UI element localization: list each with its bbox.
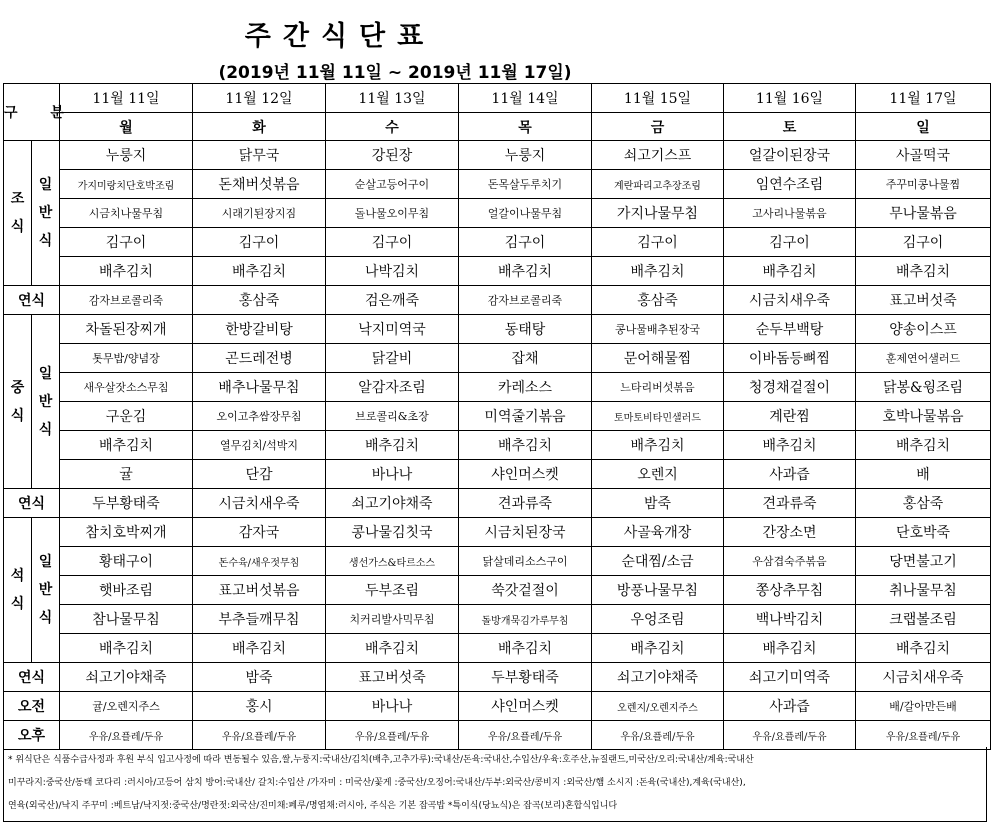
meal-label-lunch: 중식 — [4, 315, 32, 489]
menu-item: 호박나물볶음 — [856, 402, 991, 431]
header-date: 11월 14일 — [459, 84, 592, 113]
header-date: 11월 15일 — [592, 84, 724, 113]
menu-item: 표고버섯볶음 — [193, 576, 326, 605]
menu-item: 감자국 — [193, 518, 326, 547]
menu-item: 주꾸미콩나물찜 — [856, 170, 991, 199]
menu-item: 크랩볼조림 — [856, 605, 991, 634]
menu-item: 닭살데리소스구이 — [459, 547, 592, 576]
menu-item: 김구이 — [592, 228, 724, 257]
snack-item: 오렌지/오렌지주스 — [592, 692, 724, 721]
menu-item: 단감 — [193, 460, 326, 489]
menu-item: 우엉조림 — [592, 605, 724, 634]
menu-item: 누룽지 — [60, 141, 193, 170]
menu-item: 한방갈비탕 — [193, 315, 326, 344]
snack-item: 우유/요플레/두유 — [856, 721, 991, 750]
soft-menu-item: 표고버섯죽 — [326, 663, 459, 692]
menu-item: 얼갈이된장국 — [724, 141, 856, 170]
menu-item: 간장소면 — [724, 518, 856, 547]
menu-item: 두부조림 — [326, 576, 459, 605]
menu-item: 배추김치 — [193, 257, 326, 286]
menu-item: 당면불고기 — [856, 547, 991, 576]
header-date: 11월 12일 — [193, 84, 326, 113]
menu-item: 낙지미역국 — [326, 315, 459, 344]
menu-item: 닭봉&윙조림 — [856, 373, 991, 402]
menu-item: 콩나물김칫국 — [326, 518, 459, 547]
menu-item: 콩나물배추된장국 — [592, 315, 724, 344]
snack-item: 우유/요플레/두유 — [326, 721, 459, 750]
menu-item: 백나박김치 — [724, 605, 856, 634]
menu-item: 배추김치 — [592, 431, 724, 460]
soft-menu-item: 두부황태죽 — [459, 663, 592, 692]
header-day: 금 — [592, 113, 724, 141]
snack-item: 우유/요플레/두유 — [459, 721, 592, 750]
menu-item: 돌나물오이무침 — [326, 199, 459, 228]
weekly-menu-table — [3, 83, 991, 750]
soft-menu-item: 검은깨죽 — [326, 286, 459, 315]
snack-item: 샤인머스켓 — [459, 692, 592, 721]
soft-menu-item: 견과류죽 — [724, 489, 856, 518]
snack-item: 홍시 — [193, 692, 326, 721]
header-date: 11월 13일 — [326, 84, 459, 113]
menu-item: 문어해물찜 — [592, 344, 724, 373]
menu-item: 나박김치 — [326, 257, 459, 286]
snack-label-snack_am: 오전 — [4, 692, 60, 721]
menu-item: 햇바조림 — [60, 576, 193, 605]
soft-label: 연식 — [4, 663, 60, 692]
menu-item: 닭갈비 — [326, 344, 459, 373]
menu-item: 오이고추쌈장무침 — [193, 402, 326, 431]
note-line-2: 미꾸라지:중국산/동태 코다리 :러시아/고등어 삼치 방어:국내산/ 갈치:수입산 /가자미 : 미국산/꽃게 :중국산/오징어:국내산/두부:외국산/콩비지 :외국산/햄 소시지 :돈육(국내산),계육(국내산), — [8, 778, 746, 788]
menu-item: 배추김치 — [856, 634, 991, 663]
menu-item: 곤드레전병 — [193, 344, 326, 373]
header-day: 화 — [193, 113, 326, 141]
regular-label: 일반식 — [32, 518, 60, 663]
menu-item: 돈채버섯볶음 — [193, 170, 326, 199]
snack-item: 우유/요플레/두유 — [60, 721, 193, 750]
menu-item: 순대찜/소금 — [592, 547, 724, 576]
menu-item: 김구이 — [326, 228, 459, 257]
snack-item: 우유/요플레/두유 — [193, 721, 326, 750]
menu-item: 청경채겉절이 — [724, 373, 856, 402]
menu-item: 차돌된장찌개 — [60, 315, 193, 344]
menu-item: 배추김치 — [459, 257, 592, 286]
menu-item: 사골떡국 — [856, 141, 991, 170]
menu-item: 생선가스&타르소스 — [326, 547, 459, 576]
menu-item: 쫑상추무침 — [724, 576, 856, 605]
menu-item: 김구이 — [459, 228, 592, 257]
menu-item: 배추김치 — [856, 257, 991, 286]
header-gubun: 구 분 — [4, 84, 60, 141]
menu-item: 돌방개묵김가루무침 — [459, 605, 592, 634]
menu-item: 알감자조림 — [326, 373, 459, 402]
soft-menu-item: 시금치새우죽 — [193, 489, 326, 518]
menu-item: 훈제연어샐러드 — [856, 344, 991, 373]
menu-item: 시금치된장국 — [459, 518, 592, 547]
soft-label: 연식 — [4, 489, 60, 518]
soft-menu-item: 쇠고기미역죽 — [724, 663, 856, 692]
menu-item: 톳무밥/양념장 — [60, 344, 193, 373]
menu-item: 카레소스 — [459, 373, 592, 402]
menu-item: 배추나물무침 — [193, 373, 326, 402]
menu-item: 미역줄기볶음 — [459, 402, 592, 431]
header-date: 11월 16일 — [724, 84, 856, 113]
header-day: 토 — [724, 113, 856, 141]
menu-item: 강된장 — [326, 141, 459, 170]
menu-item: 양송이스프 — [856, 315, 991, 344]
soft-menu-item: 감자브로콜리죽 — [459, 286, 592, 315]
menu-item: 순살고등어구이 — [326, 170, 459, 199]
snack-item: 우유/요플레/두유 — [724, 721, 856, 750]
page-title: 주간식단표 — [244, 21, 436, 52]
soft-menu-item: 밤죽 — [193, 663, 326, 692]
soft-menu-item: 밤죽 — [592, 489, 724, 518]
menu-item: 황태구이 — [60, 547, 193, 576]
soft-menu-item: 쇠고기야채죽 — [60, 663, 193, 692]
menu-item: 구운김 — [60, 402, 193, 431]
menu-item: 가지미랑치단호박조림 — [60, 170, 193, 199]
soft-menu-item: 홍삼죽 — [856, 489, 991, 518]
soft-menu-item: 시금치새우죽 — [856, 663, 991, 692]
snack-item: 우유/요플레/두유 — [592, 721, 724, 750]
menu-item: 돈목살두루치기 — [459, 170, 592, 199]
header-date: 11월 17일 — [856, 84, 991, 113]
menu-item: 바나나 — [326, 460, 459, 489]
soft-menu-item: 견과류죽 — [459, 489, 592, 518]
note-line-3: 연육(외국산)/낙지 주꾸미 :베트남/낙지젓:중국산/명란젓:외국산/진미채:페루/명엽채:러시아, 주식은 기본 잡곡밥 *특이식(당뇨식)은 잡곡(보리)혼합식입니다 — [8, 801, 618, 811]
soft-menu-item: 감자브로콜리죽 — [60, 286, 193, 315]
menu-item: 배추김치 — [459, 431, 592, 460]
soft-menu-item: 두부황태죽 — [60, 489, 193, 518]
menu-item: 무나물볶음 — [856, 199, 991, 228]
menu-item: 배추김치 — [592, 634, 724, 663]
snack-item: 바나나 — [326, 692, 459, 721]
menu-item: 브로콜리&초장 — [326, 402, 459, 431]
header-day: 일 — [856, 113, 991, 141]
menu-item: 사골육개장 — [592, 518, 724, 547]
menu-item: 치커리발사믹무침 — [326, 605, 459, 634]
menu-item: 취나물무침 — [856, 576, 991, 605]
menu-item: 샤인머스켓 — [459, 460, 592, 489]
menu-item: 쑥갓겉절이 — [459, 576, 592, 605]
soft-menu-item: 쇠고기야채죽 — [592, 663, 724, 692]
menu-item: 닭무국 — [193, 141, 326, 170]
menu-item: 단호박죽 — [856, 518, 991, 547]
menu-item: 토마토비타민샐러드 — [592, 402, 724, 431]
soft-menu-item: 표고버섯죽 — [856, 286, 991, 315]
menu-item: 부추들깨무침 — [193, 605, 326, 634]
menu-item: 김구이 — [724, 228, 856, 257]
menu-item: 배추김치 — [60, 431, 193, 460]
menu-item: 배추김치 — [724, 431, 856, 460]
soft-menu-item: 홍삼죽 — [193, 286, 326, 315]
menu-item: 돈수육/새우젓무침 — [193, 547, 326, 576]
menu-period: (2019년 11월 11일 ~ 2019년 11월 17일) — [218, 63, 572, 83]
menu-item: 배추김치 — [193, 634, 326, 663]
soft-menu-item: 홍삼죽 — [592, 286, 724, 315]
meal-label-dinner: 석식 — [4, 518, 32, 663]
menu-item: 김구이 — [856, 228, 991, 257]
snack-item: 귤/오렌지주스 — [60, 692, 193, 721]
menu-item: 오렌지 — [592, 460, 724, 489]
menu-item: 배추김치 — [459, 634, 592, 663]
soft-menu-item: 시금치새우죽 — [724, 286, 856, 315]
menu-item: 이바돔등뼈찜 — [724, 344, 856, 373]
menu-item: 배추김치 — [60, 634, 193, 663]
menu-item: 김구이 — [60, 228, 193, 257]
snack-item: 사과즙 — [724, 692, 856, 721]
menu-item: 얼갈이나물무침 — [459, 199, 592, 228]
menu-item: 배추김치 — [856, 431, 991, 460]
menu-item: 느타리버섯볶음 — [592, 373, 724, 402]
menu-item: 누룽지 — [459, 141, 592, 170]
menu-item: 배추김치 — [60, 257, 193, 286]
menu-item: 김구이 — [193, 228, 326, 257]
menu-item: 계란파리고추장조림 — [592, 170, 724, 199]
meal-label-breakfast: 조식 — [4, 141, 32, 286]
soft-label: 연식 — [4, 286, 60, 315]
menu-item: 참나물무침 — [60, 605, 193, 634]
menu-item: 우삼겹숙주볶음 — [724, 547, 856, 576]
menu-item: 시래기된장지짐 — [193, 199, 326, 228]
menu-item: 잡채 — [459, 344, 592, 373]
menu-item: 가지나물무침 — [592, 199, 724, 228]
menu-item: 새우살잣소스무침 — [60, 373, 193, 402]
menu-item: 계란찜 — [724, 402, 856, 431]
menu-item: 순두부백탕 — [724, 315, 856, 344]
menu-item: 쇠고기스프 — [592, 141, 724, 170]
menu-item: 열무김치/석박지 — [193, 431, 326, 460]
note-line-1: * 위식단은 식품수급사정과 후원 부식 입고사정에 따라 변동될수 있음,쌀,누룽지:국내산/김치(배추,고추가루):국내산/돈육:국내산,수입산/우육:호주산,뉴질랜드,미국산/오리:국내산/계육:국내산 — [8, 755, 754, 765]
regular-label: 일반식 — [32, 315, 60, 489]
menu-item: 배추김치 — [724, 634, 856, 663]
snack-label-snack_pm: 오후 — [4, 721, 60, 750]
soft-menu-item: 쇠고기야채죽 — [326, 489, 459, 518]
menu-item: 임연수조림 — [724, 170, 856, 199]
notes-box — [3, 747, 987, 822]
menu-item: 배추김치 — [724, 257, 856, 286]
header-day: 수 — [326, 113, 459, 141]
menu-item: 배 — [856, 460, 991, 489]
menu-item: 배추김치 — [326, 634, 459, 663]
header-day: 월 — [60, 113, 193, 141]
menu-item: 시금치나물무침 — [60, 199, 193, 228]
menu-item: 배추김치 — [326, 431, 459, 460]
header-date: 11월 11일 — [60, 84, 193, 113]
menu-item: 고사리나물볶음 — [724, 199, 856, 228]
menu-item: 귤 — [60, 460, 193, 489]
menu-item: 동태탕 — [459, 315, 592, 344]
header-day: 목 — [459, 113, 592, 141]
regular-label: 일반식 — [32, 141, 60, 286]
menu-item: 참치호박찌개 — [60, 518, 193, 547]
snack-item: 배/갈아만든배 — [856, 692, 991, 721]
menu-item: 사과즙 — [724, 460, 856, 489]
menu-item: 방풍나물무침 — [592, 576, 724, 605]
menu-item: 배추김치 — [592, 257, 724, 286]
